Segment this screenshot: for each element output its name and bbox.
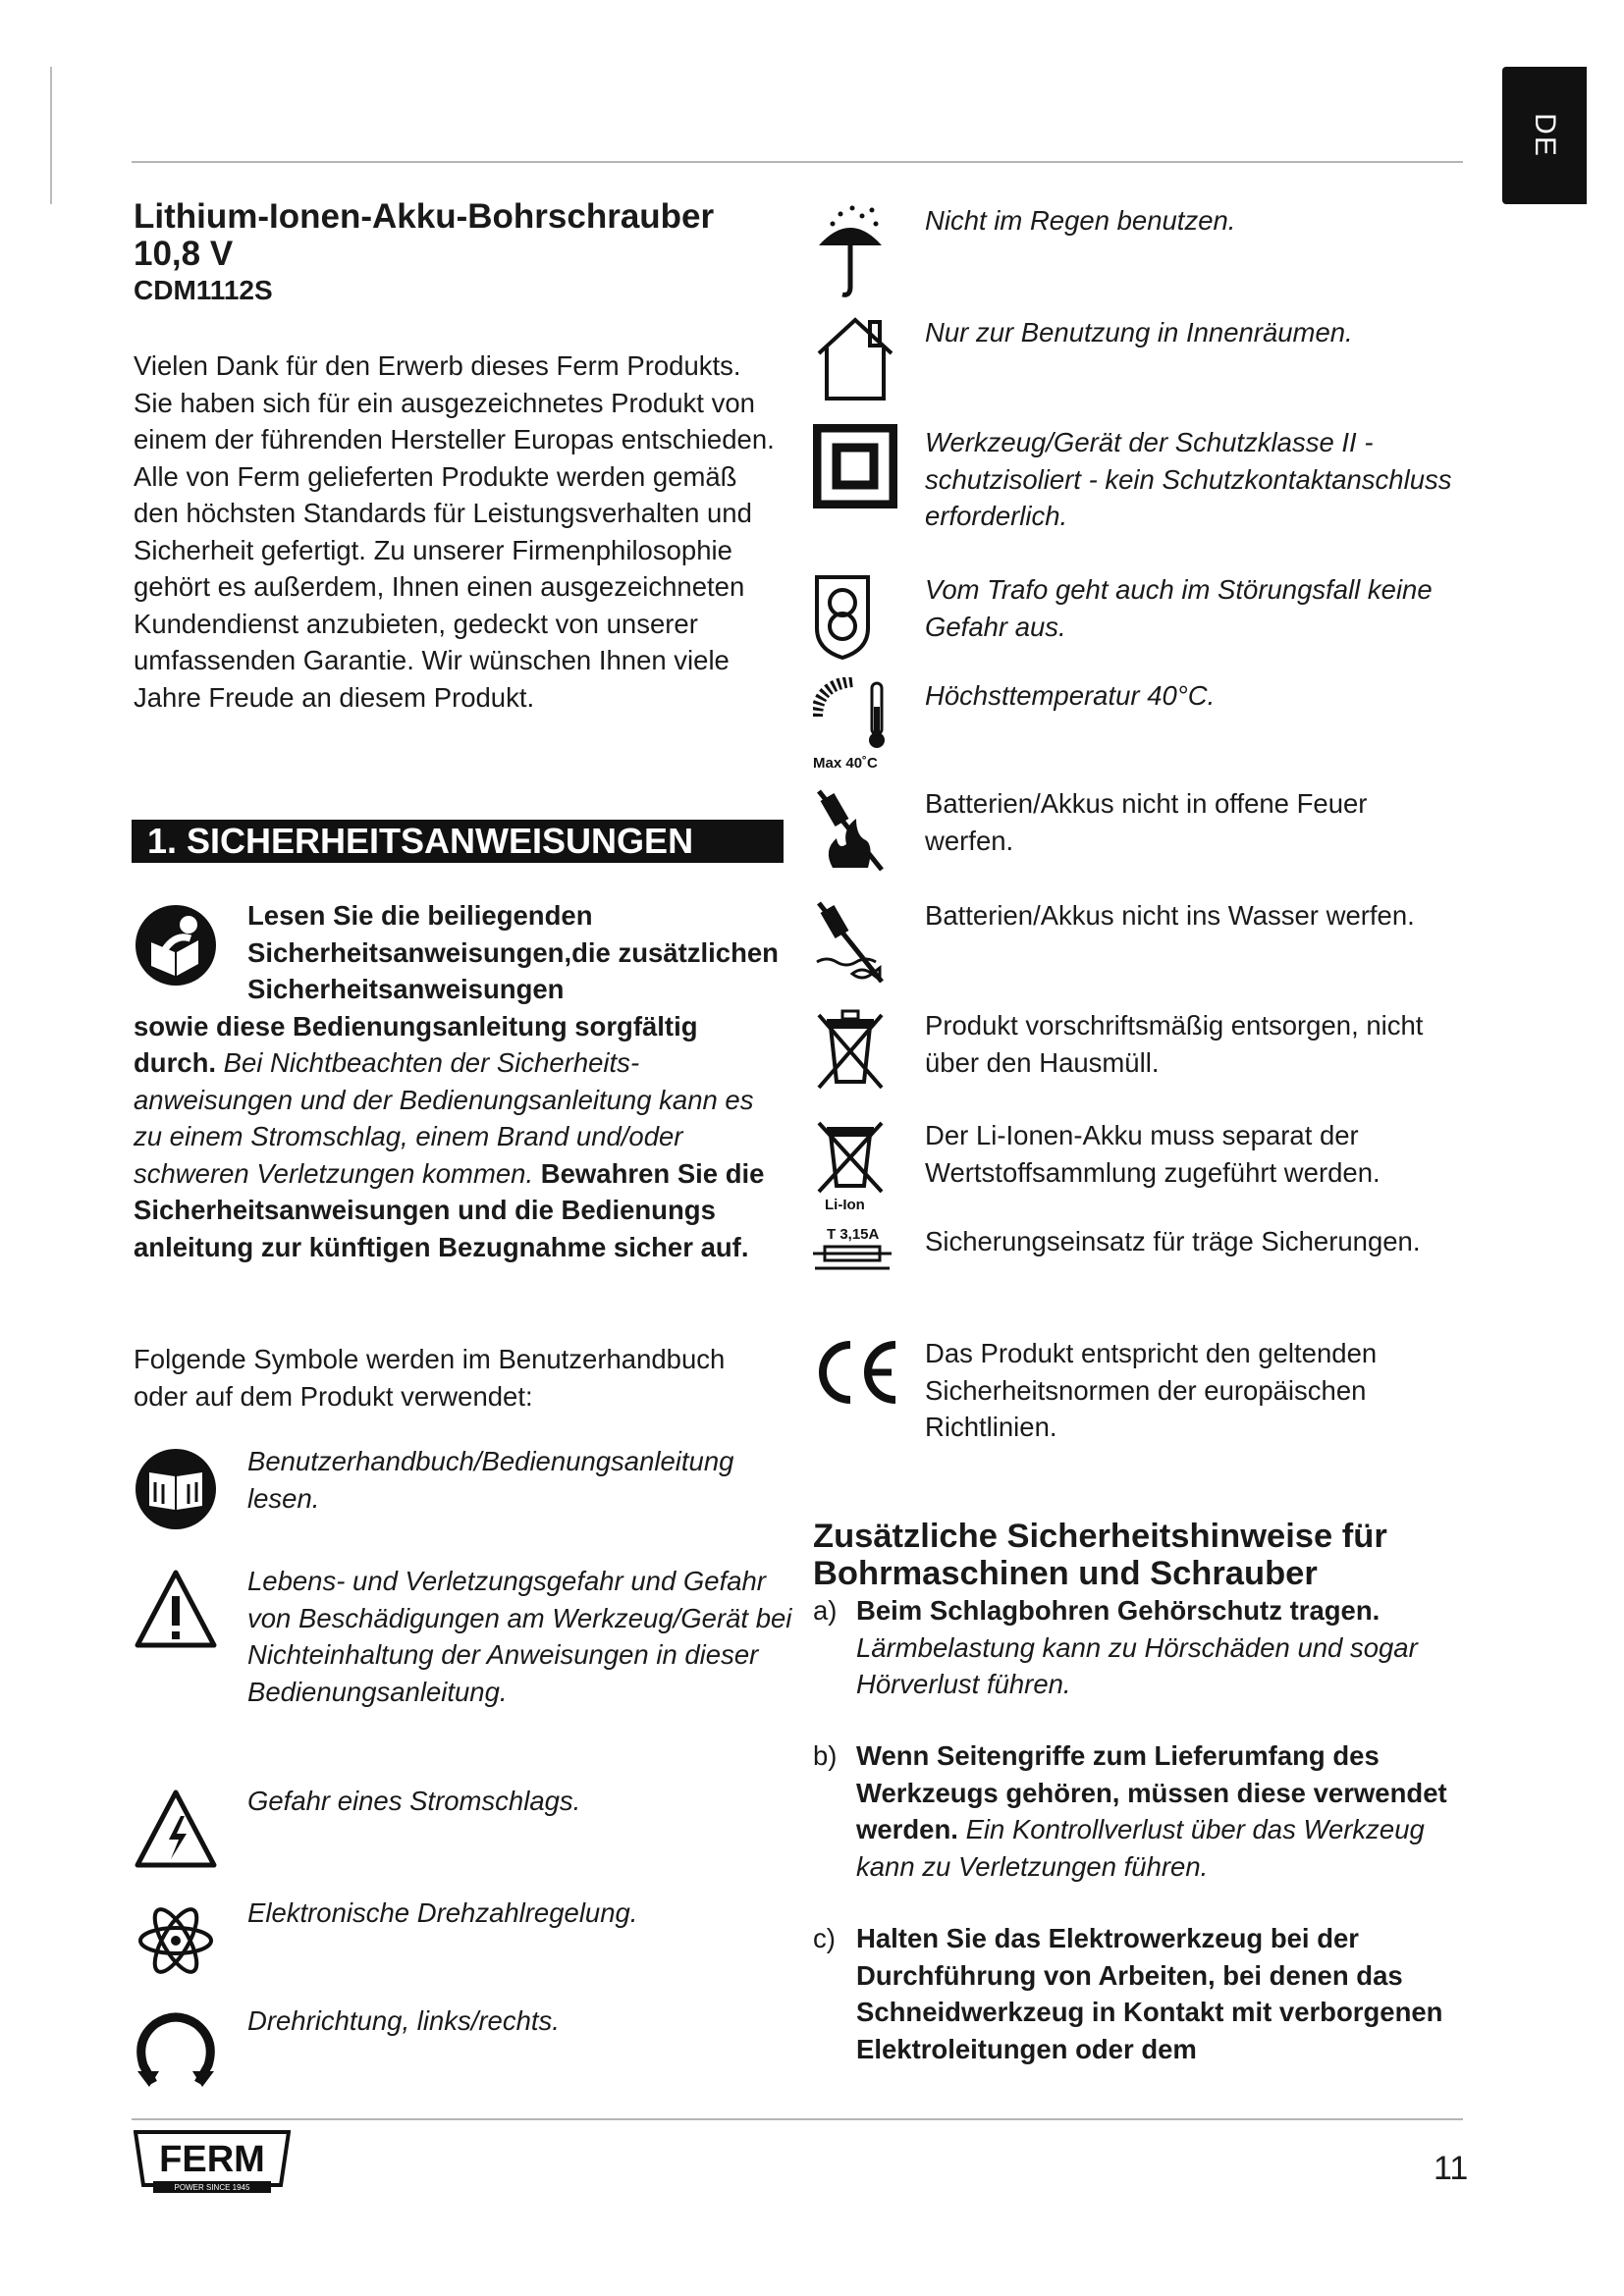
header-rule bbox=[132, 161, 1463, 163]
product-title bbox=[134, 198, 782, 308]
symbol-row: Vom Trafo geht auch im Störungsfall keine Gefahr aus. bbox=[813, 571, 1463, 669]
manual-icon bbox=[134, 1447, 218, 1531]
page-number: 11 bbox=[1434, 2150, 1469, 2187]
safety-warning: Lesen Sie die beiliegenden Sicherheitsanweisungen,die zusätzlichen Sicherheitsanweisungen sowie diese Bedienungsanleitung sorgfältig durch. Bei Nichtbeachten der Sicherheitsanweisungen und der Bedienungsanleitung kann es zu einem Stromschlag, einem Brand und/oder schweren Verletzungen kommen. Bewahren Sie die Sicherheitsanweisungen und die Bedienungs anleitung zur künftigen Bezugnahme sicher auf. bbox=[134, 900, 779, 1262]
additional-safety-title: Zusätzliche Sicherheitshinweise für Bohrmaschinen und Schrauber bbox=[813, 1518, 1387, 1592]
max-temperature-icon bbox=[813, 677, 892, 772]
weee-bin-icon bbox=[813, 1007, 888, 1092]
section-heading: 1. SICHERHEITSANWEISUNGEN bbox=[132, 820, 784, 863]
symbol-row: Max 40˚C Höchsttemperatur 40°C. bbox=[813, 677, 1463, 775]
fuse-icon bbox=[813, 1223, 892, 1272]
symbol-row: Nur zur Benutzung in Innenräumen. bbox=[813, 314, 1463, 412]
symbol-row: Das Produkt entspricht den geltenden Sicherheitsnormen der europäischen Richtlinien. bbox=[813, 1335, 1463, 1453]
symbol-row: Werkzeug/Gerät der Schutzklasse II - schutzisoliert - kein Schutzkontaktanschluss erforderlich. bbox=[813, 424, 1463, 542]
brand-tagline: POWER SINCE 1945 bbox=[174, 2183, 250, 2192]
rotation-direction-icon bbox=[134, 2006, 218, 2091]
symbol-row: Drehrichtung, links/rechts. bbox=[134, 2006, 782, 2085]
safety-item: b) Wenn Seitengriffe zum Lieferumfang des Werkzeugs gehören, müssen diese verwendet werden. Ein Kontrollverlust über das Werkzeug kann zu Verletzungen führen. bbox=[813, 1740, 1447, 1882]
ce-mark-icon bbox=[813, 1335, 901, 1410]
footer-rule bbox=[132, 2118, 1463, 2120]
symbol-row: T 3,15A Sicherungseinsatz für träge Sicherungen. bbox=[813, 1223, 1463, 1292]
transformer-icon bbox=[813, 571, 872, 660]
class-ii-icon bbox=[813, 424, 897, 508]
model-number: CDM1112S bbox=[134, 275, 273, 305]
brand-name: FERM bbox=[159, 2139, 265, 2180]
no-rain-icon bbox=[813, 202, 888, 300]
fuse-rating-label: T 3,15A bbox=[827, 1226, 880, 1243]
symbol-row: Produkt vorschriftsmäßig entsorgen, nicht über den Hausmüll. bbox=[813, 1007, 1463, 1105]
symbol-row: Lebens- und Verletzungsgefahr und Gefahr von Beschädigungen am Werkzeug/Gerät bei Nichteinhaltung der Anweisungen in dieser Bedienungsanleitung. bbox=[134, 1567, 782, 1743]
symbol-row: Benutzerhandbuch/Bedienungsanleitung lesen. bbox=[134, 1447, 782, 1545]
no-fire-icon bbox=[813, 785, 888, 874]
product-name: Lithium-Ionen-Akku-Bohrschrauber 10,8 V bbox=[134, 197, 715, 273]
ferm-logo bbox=[134, 2130, 291, 2195]
safety-item: c) Halten Sie das Elektrowerkzeug bei der Durchführung von Arbeiten, bei denen das Schneidwerkzeug in Kontakt mit verborgenen Elektroleitungen oder dem bbox=[813, 1923, 1443, 2064]
symbol-row: Nicht im Regen benutzen. bbox=[813, 202, 1463, 300]
li-ion-recycle-icon bbox=[813, 1117, 888, 1211]
warning-triangle-icon bbox=[134, 1567, 218, 1651]
indoor-house-icon bbox=[813, 314, 897, 402]
symbol-row: Li-Ion Der Li-Ionen-Akku muss separat der Wertstoffsammlung zugeführt werden. bbox=[813, 1117, 1463, 1215]
language-tab[interactable]: DE bbox=[1502, 67, 1587, 204]
max-temp-label: Max 40˚C bbox=[813, 755, 878, 772]
symbol-row: Elektronische Drehzahlregelung. bbox=[134, 1898, 782, 1977]
speed-control-icon bbox=[134, 1898, 218, 1983]
safety-item: a) Beim Schlagbohren Gehörschutz tragen. Lärmbelastung kann zu Hörschäden und sogar Hörverlust führen. bbox=[813, 1595, 1418, 1699]
intro-paragraph: Vielen Dank für den Erwerb dieses Ferm Produkts. Sie haben sich für ein ausgezeichnetes Produkt von einem der führenden Hersteller Europas entschieden. Alle von Ferm gelieferten Produkte werden gemäß den höchsten Standards für Leistungsverhalten und Sicherheit gefertigt. Zu unserer Firmenphilosophie gehört es außerdem, Ihnen einen ausgezeichneten Kundendienst anzubieten, gedeckt von unserer umfassenden Garantie. Wir wünschen Ihnen viele Jahre Freude an diesem Produkt. bbox=[134, 350, 775, 713]
symbols-intro: Folgende Symbole werden im Benutzerhandbuch oder auf dem Produkt verwendet: bbox=[134, 1344, 726, 1412]
symbol-row: Gefahr eines Stromschlags. bbox=[134, 1787, 782, 1875]
symbol-row: Batterien/Akkus nicht ins Wasser werfen. bbox=[813, 897, 1463, 995]
electric-shock-icon bbox=[134, 1787, 218, 1871]
li-ion-label: Li-Ion bbox=[825, 1197, 865, 1211]
no-water-icon bbox=[813, 897, 888, 986]
symbol-row: Batterien/Akkus nicht in offene Feuer werfen. bbox=[813, 785, 1463, 883]
margin-rule bbox=[50, 67, 52, 204]
